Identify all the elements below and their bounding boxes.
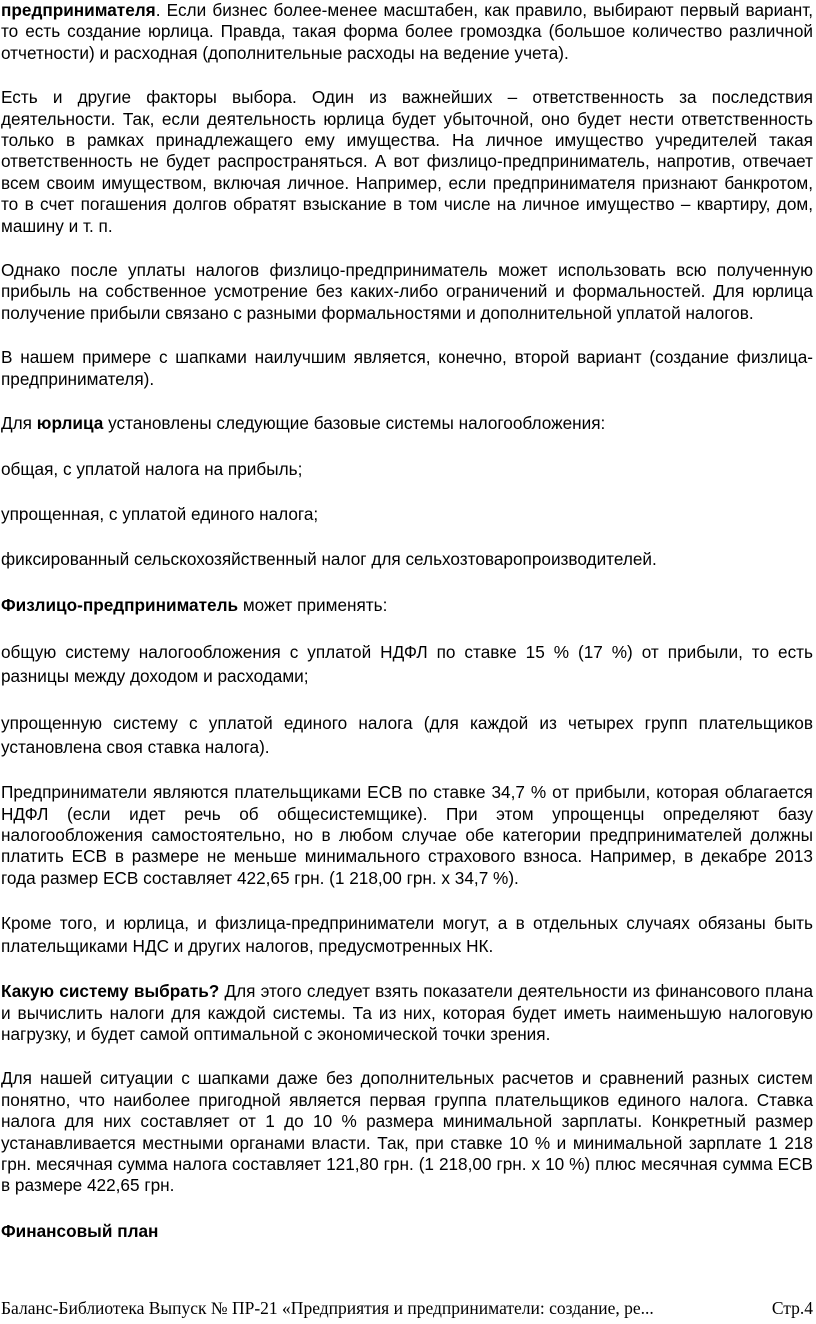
paragraph-esv: Предприниматели являются плательщиками ЕСВ по ставке 34,7 % от прибыли, которая облагается НДФЛ (если идет речь об общесистемщике). При этом упрощенцы определяют базу налогообложения самостоятельно, но в любом случае обе категории предпринимателей должны платить ЕСВ в размере не меньше минимального страхового взноса. Например, в декабре 2013 года размер ЕСВ составляет 422,65 грн. (1 218,00 грн. х 34,7 %). bbox=[1, 782, 813, 888]
paragraph-jur-systems-intro: Для юрлица установлены следующие базовые системы налогообложения: bbox=[1, 413, 606, 434]
list-item: упрощенную систему с уплатой единого налога (для каждой из четырех групп плательщиков установлена своя ставка налога). bbox=[1, 713, 813, 758]
section-heading: Финансовый план bbox=[1, 1220, 159, 1241]
bold-term: Физлицо-предприниматель bbox=[1, 594, 239, 615]
paragraph-single-tax: Для нашей ситуации с шапками даже без дополнительных расчетов и сравнений разных систем понятно, что наиболее пригодной является первая группа плательщиков единого налога. Ставка налога для них составляет от 1 до 10 % размера минимальной зарплаты. Конкретный размер устанавливается местными органами власти. Так, при ставке 10 % и минимальной зарплате 1 218 грн. месячная сумма налога составляет 121,80 грн. (1 218,00 грн. х 10 %) плюс месячная сумма ЕСВ в размере 422,65 грн. bbox=[1, 1068, 813, 1196]
page-number: Стр.4 bbox=[771, 1298, 813, 1318]
list-item: общая, с уплатой налога на прибыль; bbox=[1, 458, 303, 479]
list-item: общую систему налогообложения с уплатой НДФЛ по ставке 15 % (17 %) от прибыли, то есть разницы между доходом и расходами; bbox=[1, 642, 813, 687]
list-item: упрощенная, с уплатой единого налога; bbox=[1, 503, 319, 524]
bold-term: юрлица bbox=[36, 413, 104, 434]
paragraph-example-choice: В нашем примере с шапками наилучшим является, конечно, второй вариант (создание физлица-предпринимателя). bbox=[1, 347, 813, 389]
list-item: фиксированный сельскохозяйственный налог для сельхозтоваропроизводителей. bbox=[1, 549, 657, 570]
paragraph-vat: Кроме того, и юрлица, и физлица-предприниматели могут, а в отдельных случаях обязаны быть плательщиками НДС и других налогов, предусмотренных НК. bbox=[1, 913, 813, 957]
bold-term: Какую систему выбрать? bbox=[1, 981, 220, 1002]
page-footer bbox=[1, 1297, 813, 1319]
paragraph-fop-systems-intro: Физлицо-предприниматель может применять: bbox=[1, 594, 388, 615]
footer-publication-title: Баланс-Библиотека Выпуск № ПР-21 «Предприятия и предприниматели: создание, ре... bbox=[1, 1298, 654, 1318]
document-body bbox=[1, 0, 813, 1242]
paragraph-profit-use: Однако после уплаты налогов физлицо-предприниматель может использовать всю полученную прибыль на собственное усмотрение без каких-либо ограничений и формальностей. Для юрлица получение прибыли связано с разными формальностями и дополнительной уплатой налогов. bbox=[1, 260, 813, 323]
paragraph-which-system: Какую систему выбрать? Для этого следует взять показатели деятельности из финансового плана и вычислить налоги для каждой системы. Та из них, которая будет иметь наименьшую налоговую нагрузку, и будет самой оптимальной с экономической точки зрения. bbox=[1, 981, 814, 1044]
bold-term: предпринимателя bbox=[1, 0, 156, 20]
paragraph-business-scale: предпринимателя. Если бизнес более-менее масштабен, как правило, выбирают первый вариант, то есть создание юрлица. Правда, такая форма более громоздка (большое количество различной отчетности) и расходная (дополнительные расходы на ведение учета). bbox=[1, 0, 813, 63]
paragraph-liability: Есть и другие факторы выбора. Один из важнейших – ответственность за последствия деятельности. Так, если деятельность юрлица будет убыточной, оно будет нести ответственность только в рамках принадлежащего ему имущества. На личное имущество учредителей такая ответственность не будет распространяться. А вот физлицо-предприниматель, напротив, отвечает всем своим имуществом, включая личное. Например, если предпринимателя признают банкротом, то в счет погашения долгов обратят взыскание в том числе на личное имущество – квартиру, дом, машину и т. п. bbox=[1, 87, 813, 236]
